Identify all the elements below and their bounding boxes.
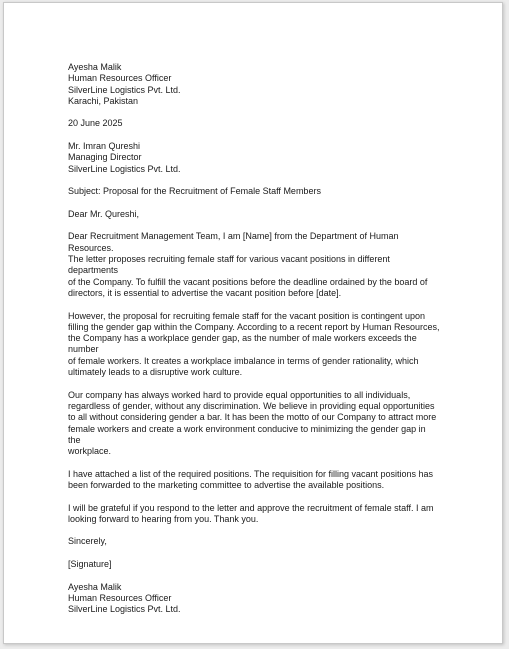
body-paragraph-5: I will be grateful if you respond to the letter and approve the recruitment of female staff. I am looking forward to hearing from you. Thank you. — [68, 502, 434, 524]
body-paragraph-2: However, the proposal for recruiting female staff for the vacant position is contingent upon filling the gender gap within the Company. According to a recent report by Human Resources, the Company has a workplace gender gap, as the number of male workers exceeds the number of female workers. It creates a workplace imbalance in terms of gender rationality, which ultimately leads to a disruptive work culture. — [68, 310, 440, 378]
subject-line: Subject: Proposal for the Recruitment of Female Staff Members — [68, 186, 321, 197]
signoff-block — [68, 582, 440, 616]
signature-placeholder: [Signature] — [68, 559, 112, 570]
recipient-name: Mr. Imran Qureshi — [68, 141, 141, 152]
sender-city: Karachi, Pakistan — [68, 95, 139, 106]
salutation: Dear Mr. Qureshi, — [68, 208, 140, 219]
sender-company: SilverLine Logistics Pvt. Ltd. — [68, 84, 181, 95]
signoff-name: Ayesha Malik — [68, 581, 122, 592]
sender-title: Human Resources Officer — [68, 73, 172, 84]
sender-name: Ayesha Malik — [68, 62, 122, 72]
sender-block — [68, 62, 440, 107]
signoff-company: SilverLine Logistics Pvt. Ltd. — [68, 604, 181, 615]
body-paragraph-1: Dear Recruitment Management Team, I am [Name] from the Department of Human Resources. The letter proposes recruiting female staff for various vacant positions in different departments of the Company. To fulfill the vacant positions before the deadline ordained by the board of directors, it is essential to advertise the vacant position before [date]. — [68, 231, 428, 298]
document-page — [3, 2, 503, 644]
body-paragraph-4: I have attached a list of the required positions. The requisition for filling vacant positions has been forwarded to the marketing committee to advertise the available positions. — [68, 468, 434, 490]
signoff-title: Human Resources Officer — [68, 592, 172, 603]
recipient-title: Managing Director — [68, 152, 142, 163]
body-paragraph-3: Our company has always worked hard to provide equal opportunities to all individuals, regardless of gender, without any discrimination. We believe in providing equal opportunities to all without considering gender a bar. It has been the motto of our Company to attract more female workers and create a work environment conducive to minimizing the gender gap in the workplace. — [68, 389, 437, 457]
letter-date: 20 June 2025 — [68, 118, 123, 129]
recipient-company: SilverLine Logistics Pvt. Ltd. — [68, 163, 181, 174]
recipient-block — [68, 141, 440, 175]
closing: Sincerely, — [68, 536, 107, 547]
letter-content — [68, 62, 440, 616]
